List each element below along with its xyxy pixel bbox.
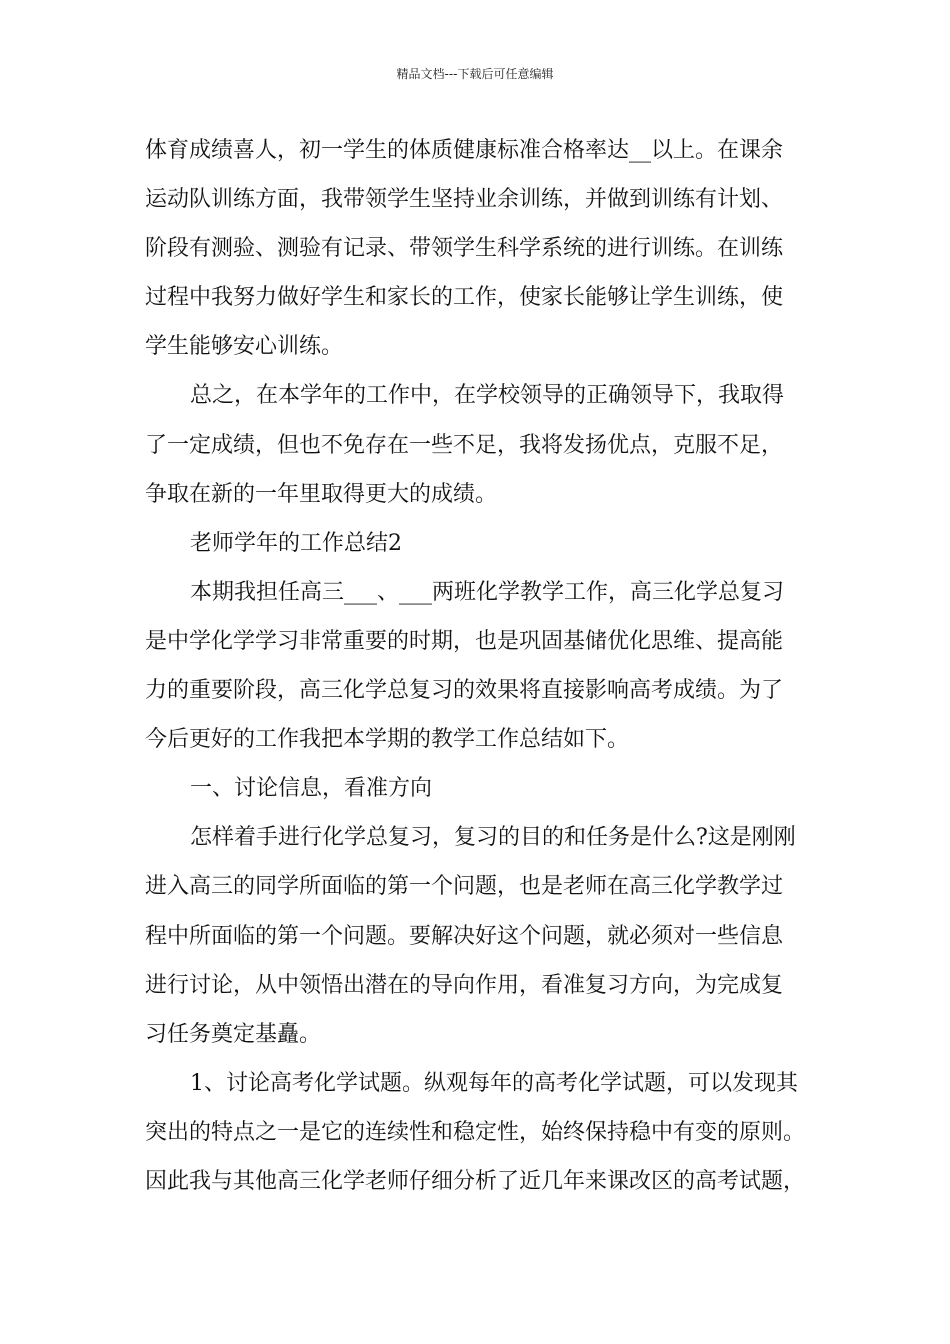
paragraph-line: 了一定成绩，但也不免存在一些不足，我将发扬优点，克服不足， xyxy=(145,432,784,458)
paragraph-line: 突出的特点之一是它的连续性和稳定性，始终保持稳中有变的原则。 xyxy=(145,1119,806,1145)
document-body xyxy=(145,133,825,1213)
paragraph-line: 是中学化学学习非常重要的时期，也是巩固基储优化思维、提高能 xyxy=(145,628,784,654)
paragraph-line: 力的重要阶段，高三化学总复习的效果将直接影响高考成绩。为了 xyxy=(145,678,784,704)
paragraph-line: 因此我与其他高三化学老师仔细分析了近几年来课改区的高考试题， xyxy=(145,1168,806,1194)
section-title: 老师学年的工作总结2 xyxy=(190,530,402,556)
section-heading: 一、讨论信息，看准方向 xyxy=(190,776,433,802)
paragraph-line: 阶段有测验、测验有记录、带领学生科学系统的进行训练。在训练 xyxy=(145,236,784,262)
paragraph-line: 程中所面临的第一个问题。要解决好这个问题，就必须对一些信息 xyxy=(145,923,784,949)
page-header: 精品文档---下载后可任意编辑 xyxy=(396,67,554,81)
paragraph-line: 运动队训练方面，我带领学生坚持业余训练，并做到训练有计划、 xyxy=(145,187,784,213)
paragraph-line: 进入高三的同学所面临的第一个问题，也是老师在高三化学教学过 xyxy=(145,874,784,900)
paragraph-line: 进行讨论，从中领悟出潜在的导向作用，看准复习方向，为完成复 xyxy=(145,972,784,998)
paragraph-line: 体育成绩喜人，初一学生的体质健康标准合格率达__以上。在课余 xyxy=(145,138,784,163)
paragraph-line: 学生能够安心训练。 xyxy=(145,334,344,360)
paragraph-line: 过程中我努力做好学生和家长的工作，使家长能够让学生训练，使 xyxy=(145,285,784,311)
paragraph-line: 今后更好的工作我把本学期的教学工作总结如下。 xyxy=(145,727,630,753)
paragraph-line: 争取在新的一年里取得更大的成绩。 xyxy=(145,481,498,507)
paragraph-line: 习任务奠定基矗。 xyxy=(145,1021,322,1047)
paragraph-line: 1、讨论高考化学试题。纵观每年的高考化学试题，可以发现其 xyxy=(190,1070,798,1096)
paragraph-line: 总之，在本学年的工作中，在学校领导的正确领导下，我取得 xyxy=(190,383,785,409)
paragraph-line: 怎样着手进行化学总复习，复习的目的和任务是什么?这是刚刚 xyxy=(190,825,796,851)
paragraph-line: 本期我担任高三___、___两班化学教学工作，高三化学总复习 xyxy=(190,579,785,605)
